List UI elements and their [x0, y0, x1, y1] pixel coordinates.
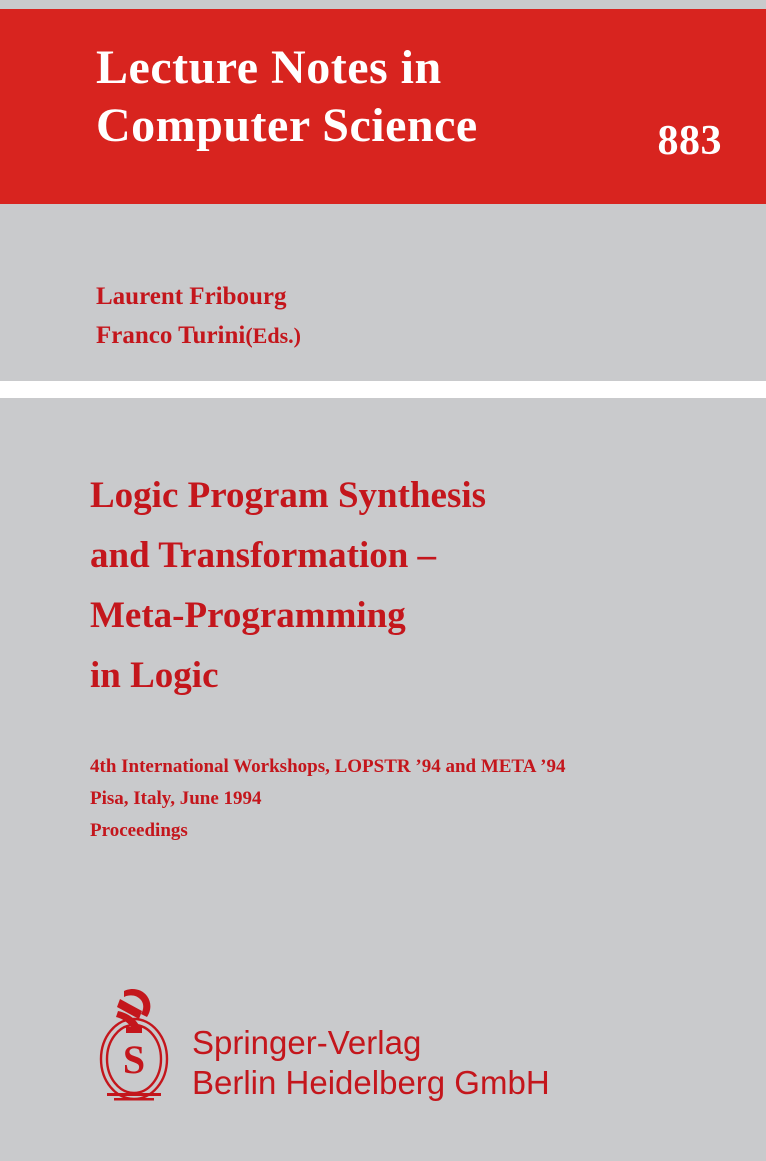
book-title	[90, 466, 710, 706]
editor-name-1: Laurent Fribourg	[96, 283, 287, 310]
book-title-line-4: in Logic	[90, 655, 219, 696]
series-header-band	[0, 9, 766, 204]
editors-block	[96, 277, 301, 355]
editors-role-suffix: (Eds.)	[245, 323, 301, 348]
springer-knight-logo-icon	[90, 985, 178, 1107]
book-title-line-3: Meta-Programming	[90, 595, 406, 636]
series-title-line-2: Computer Science	[96, 99, 478, 152]
series-title	[96, 39, 636, 155]
editor-name-2: Franco Turini	[96, 322, 246, 349]
publisher-line-2: Berlin Heidelberg GmbH	[192, 1064, 550, 1101]
book-title-line-1: Logic Program Synthesis	[90, 475, 487, 516]
subtitle-line-3: Proceedings	[90, 820, 188, 841]
editor-name-2-row	[96, 316, 301, 355]
svg-text:S: S	[122, 1037, 146, 1082]
subtitle-line-1: 4th International Workshops, LOPSTR ’94 and META ’94	[90, 756, 566, 777]
volume-number: 883	[657, 118, 722, 164]
publisher-line-1: Springer-Verlag	[192, 1024, 422, 1061]
publisher-block	[90, 985, 690, 1115]
book-title-line-2: and Transformation –	[90, 535, 437, 576]
series-title-line-1: Lecture Notes in	[96, 41, 442, 94]
subtitle-line-2: Pisa, Italy, June 1994	[90, 788, 262, 809]
book-subtitle	[90, 751, 730, 847]
publisher-name	[192, 1023, 550, 1103]
white-separator-bar	[0, 381, 766, 398]
